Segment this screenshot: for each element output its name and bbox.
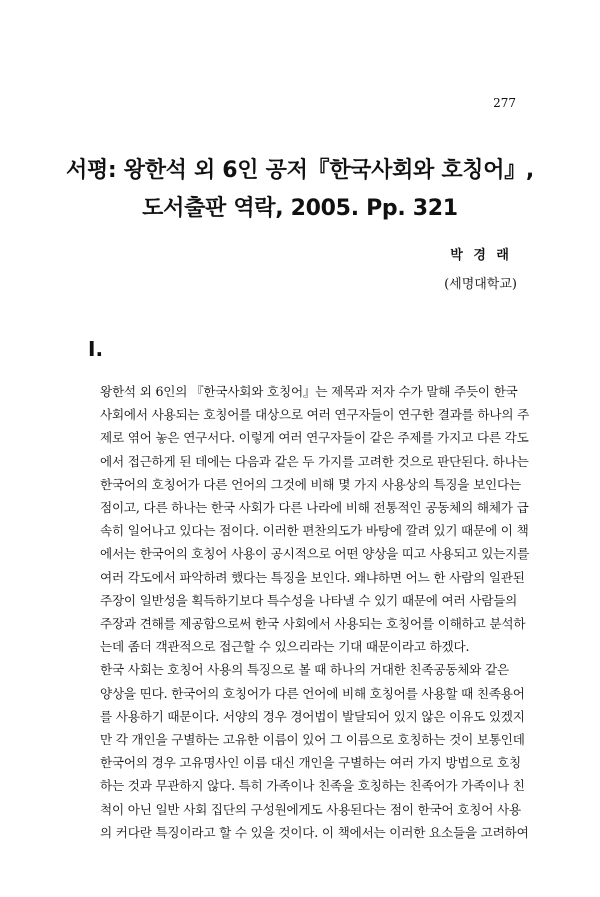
author-affiliation: (세명대학교): [444, 277, 517, 292]
text-line: 한국 사회는 호칭어 사용의 특징으로 볼 때 하나의 거대한 친족공동체와 같은: [100, 662, 509, 678]
text-line: 한국어의 호칭어가 다른 언어의 그것에 비해 몇 가지 사용상의 특징을 보인다는: [100, 476, 521, 492]
text-line: 에서 접근하게 된 데에는 다음과 같은 두 가지를 고려한 것으로 판단된다. 하나는: [100, 453, 529, 469]
text-line: 는데 좀더 객관적으로 접근할 수 있으리라는 기대 때문이라고 하겠다.: [100, 639, 470, 655]
author-name: 박 경 래: [450, 248, 512, 263]
text-line: 점이고, 다른 하나는 한국 사회가 다른 나라에 비해 전통적인 공동체의 해체가 급: [100, 500, 529, 516]
body-text: [86, 380, 530, 844]
text-line: 를 사용하기 때문이다. 서양의 경우 경어법이 발달되어 있지 않은 이유도 있겠지: [100, 708, 525, 724]
paragraph-1: [86, 380, 530, 658]
text-line: 사회에서 사용되는 호칭어를 대상으로 여러 연구자들이 연구한 결과를 하나의 주: [100, 407, 530, 423]
text-line: 제로 엮어 놓은 연구서다. 이렇게 여러 연구자들이 같은 주제를 가지고 다른 각도: [100, 430, 529, 446]
section-heading: I.: [88, 337, 104, 361]
text-line: 만 각 개인을 구별하는 고유한 이름이 있어 그 이름으로 호칭하는 것이 보통인데: [100, 732, 525, 748]
text-line: 여러 각도에서 파악하려 했다는 특징을 보인다. 왜냐하면 어느 한 사람의 일관된: [100, 569, 525, 585]
text-line: 속히 일어나고 있다는 점이다. 이러한 편찬의도가 바탕에 깔려 있기 때문에 이 책: [100, 523, 529, 539]
review-title: [60, 152, 540, 228]
text-line: 의 커다란 특징이라고 할 수 있을 것이다. 이 책에서는 이러한 요소들을 고려하여: [100, 824, 529, 840]
title-line-2: 도서출판 역락, 2005. Pp. 321: [142, 196, 458, 221]
text-line: 하는 것과 무관하지 않다. 특히 가족이나 친족을 호칭하는 친족어가 가족이나 친: [100, 778, 525, 794]
text-line: 한국어의 경우 고유명사인 이름 대신 개인을 구별하는 여러 가지 방법으로 호칭: [100, 755, 521, 771]
paragraph-2: [86, 658, 529, 844]
text-line: 왕한석 외 6인의 『한국사회와 호칭어』는 제목과 저자 수가 말해 주듯이 한국: [100, 384, 518, 399]
text-line: 에서는 한국어의 호칭어 사용이 공시적으로 어떤 양상을 띠고 사용되고 있는지를: [100, 546, 530, 562]
text-line: 주장과 견해를 제공함으로써 한국 사회에서 사용되는 호칭어를 이해하고 분석하: [100, 616, 526, 632]
text-line: 척이 아닌 일반 사회 집단의 구성원에게도 사용된다는 점이 한국어 호칭어 사용: [100, 801, 521, 817]
page-number: 277: [493, 96, 516, 110]
text-line: 주장이 일반성을 획득하기보다 특수성을 나타낼 수 있기 때문에 여러 사람들의: [100, 592, 518, 608]
title-line-1: 서평: 왕한석 외 6인 공저『한국사회와 호칭어』,: [66, 158, 534, 183]
text-line: 양상을 띤다. 한국어의 호칭어가 다른 언어에 비해 호칭어를 사용할 때 친족용어: [100, 685, 525, 701]
